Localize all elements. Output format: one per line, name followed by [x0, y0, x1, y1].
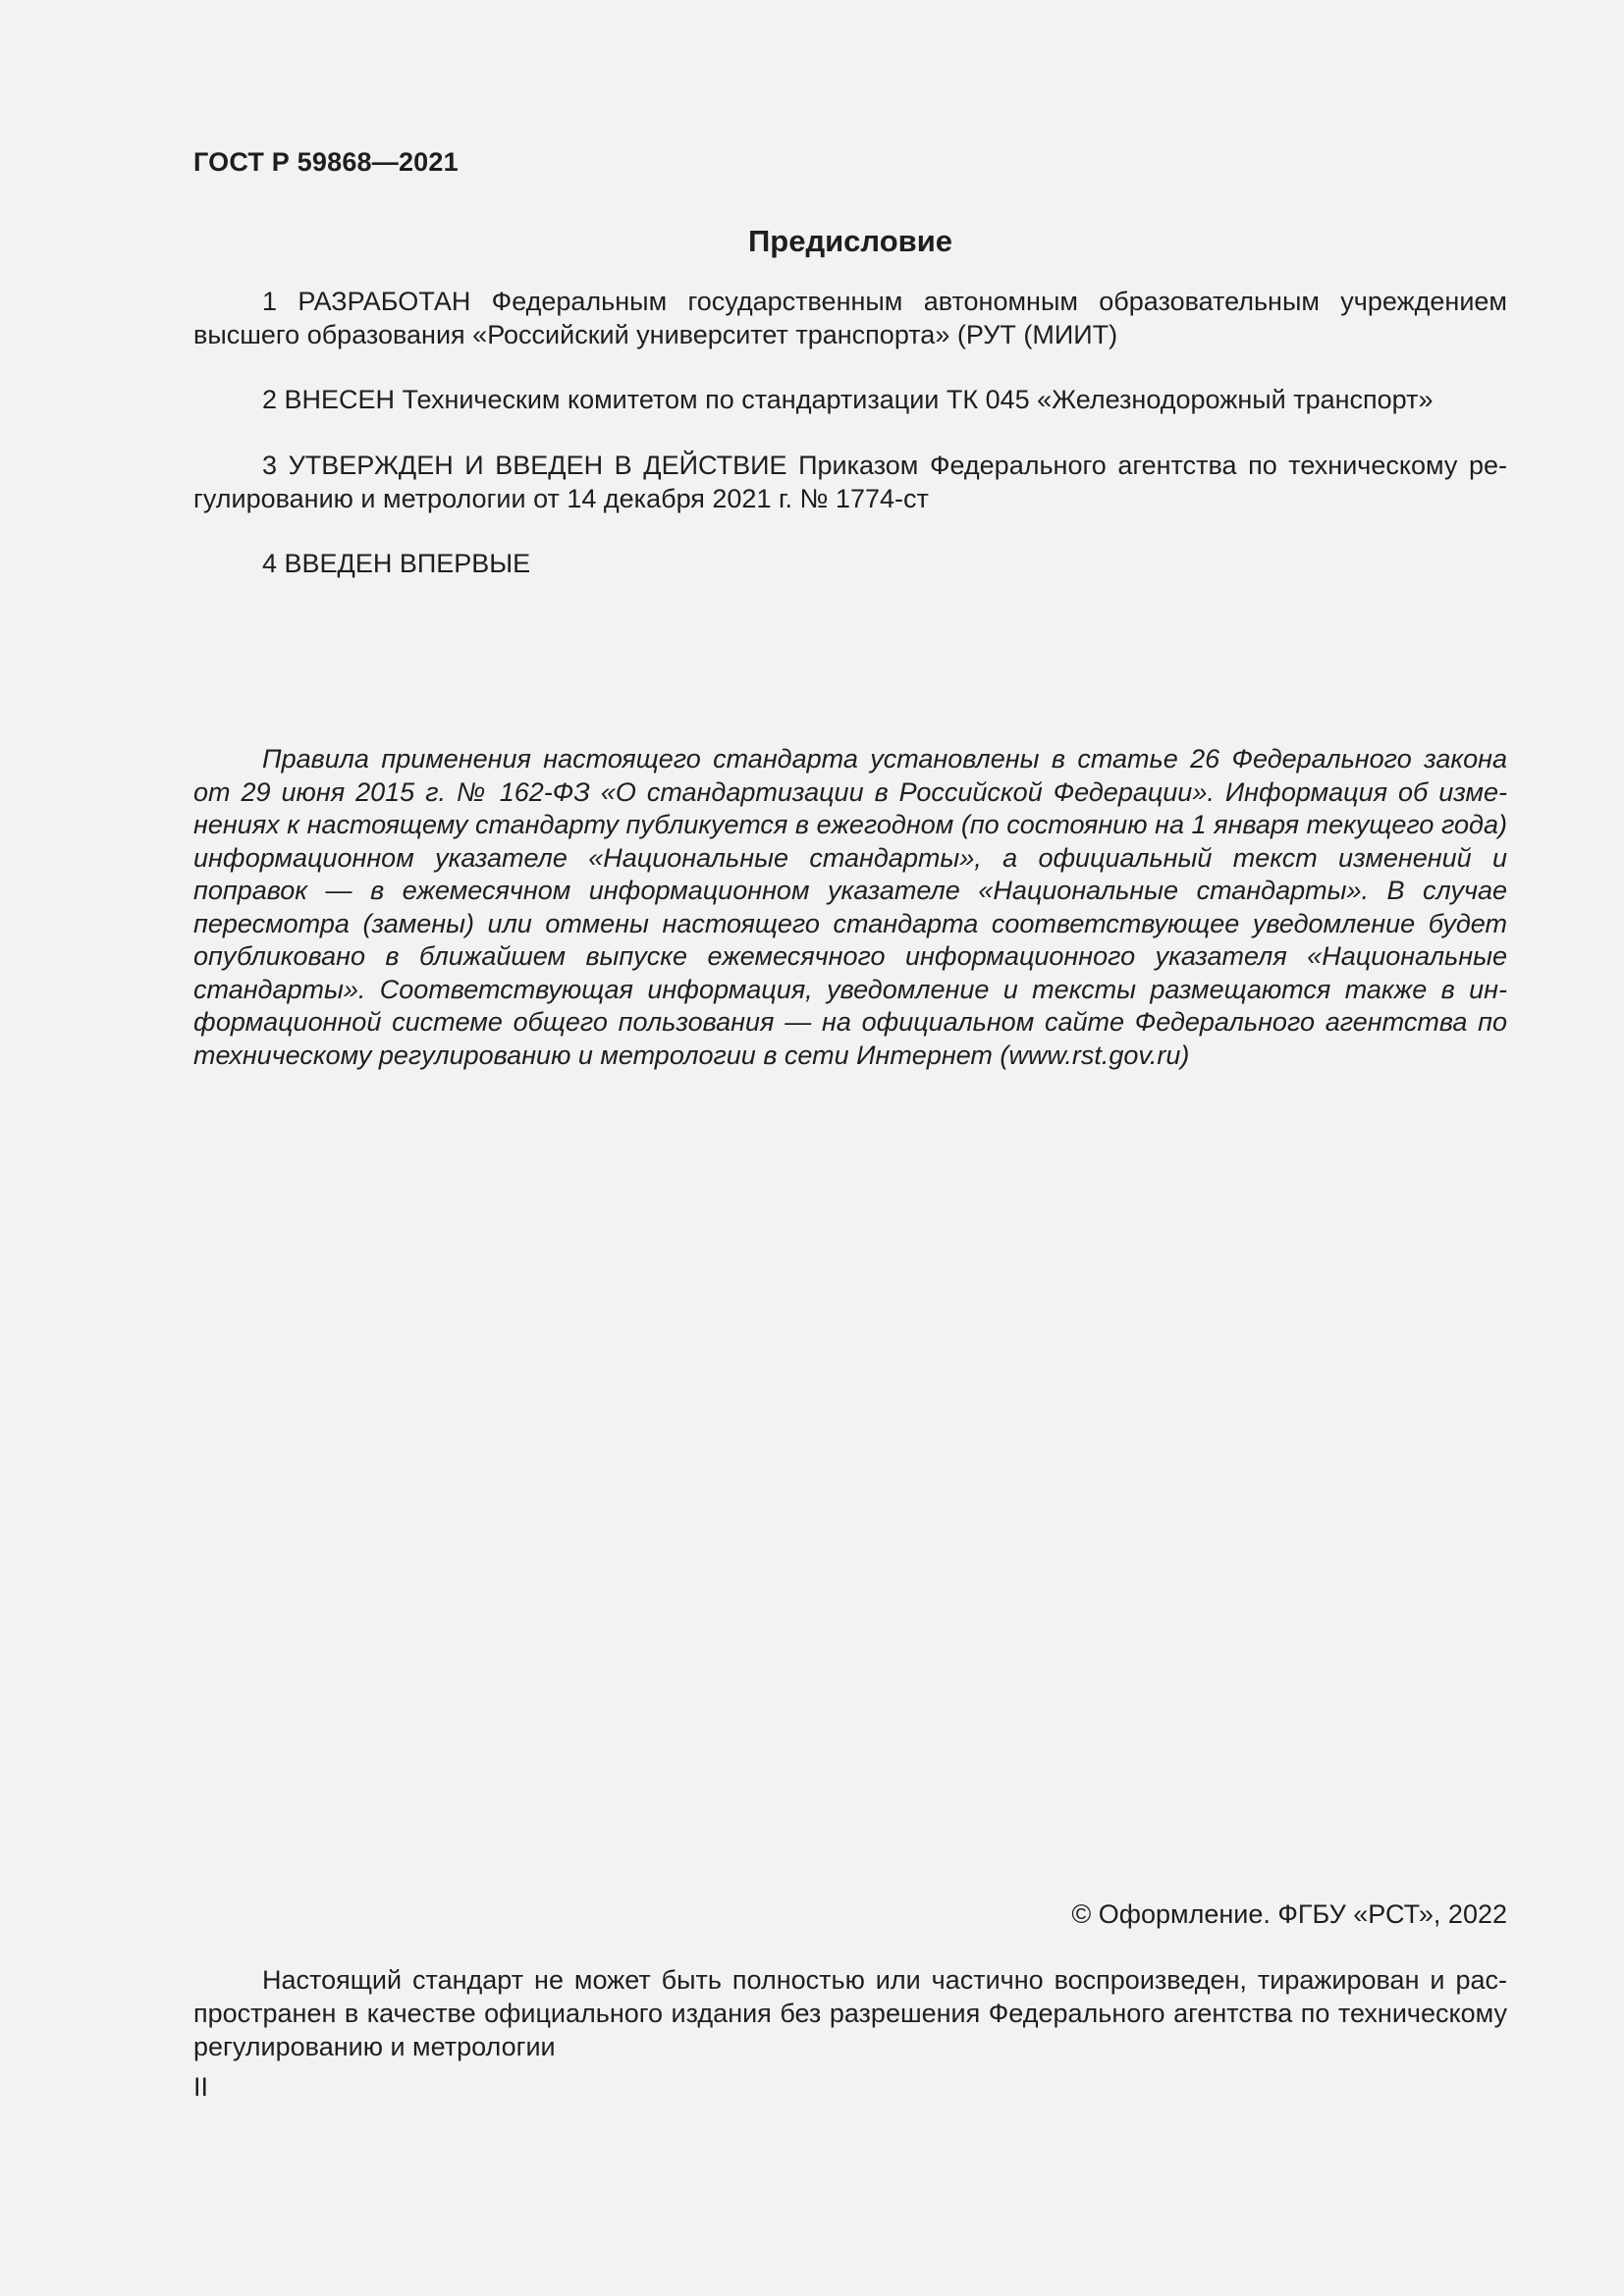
document-page	[193, 0, 1507, 2296]
application-rules-paragraph: Правила применения настоящего стандарта установлены в статье 26 Федерального закона от 29 июня 2015 г. № 162-ФЗ «О стандартизации в Российской Федерации». Информация об изменениях к настоящему стандарту публикуется в ежегодном (по состоянию на 1 января текущего года) информационном указателе «Национальные стандарты», а официальный текст изменений и поправок — в ежемесячном информационном указателе «Национальные стандарты». В случае пересмотра (замены) или отмены настоящего стандарта соответствующее уведомление будет опубликовано в ближайшем выпуске ежемесячного информационного указателя «Национальные стандарты». Соответствующая информация, уведомление и тексты размещаются также в информационной системе общего пользования — на официальном сайте Федерального агентства по техническому регулированию и метрологии в сети Интернет (www.rst.gov.ru)	[193, 744, 1507, 1070]
foreword-item-3: 3 УТВЕРЖДЕН И ВВЕДЕН В ДЕЙСТВИЕ Приказом Федерального агентства по техническому регулированию и метрологии от 14 декабря 2021 г. № 1774-ст	[193, 451, 1507, 513]
foreword-item-4: 4 ВВЕДЕН ВПЕРВЫЕ	[262, 549, 531, 578]
document-code: ГОСТ Р 59868—2021	[193, 147, 459, 177]
copyright-line: © Оформление. ФГБУ «РСТ», 2022	[1071, 1899, 1507, 1929]
page-number: II	[193, 2072, 209, 2102]
page-title: Предисловие	[747, 224, 952, 258]
reproduction-notice: Настоящий стандарт не может быть полностью или частично воспроизведен, тиражирован и распространен в качестве официального издания без разрешения Федерального агентства по техническому регулированию и метрологии	[193, 1965, 1507, 2061]
foreword-item-1: 1 РАЗРАБОТАН Федеральным государственным автономным образовательным учреждением высшего образования «Российский университет транспорта» (РУТ (МИИТ)	[193, 287, 1507, 349]
foreword-item-2: 2 ВНЕСЕН Техническим комитетом по стандартизации ТК 045 «Железнодорожный транспорт»	[262, 385, 1434, 414]
